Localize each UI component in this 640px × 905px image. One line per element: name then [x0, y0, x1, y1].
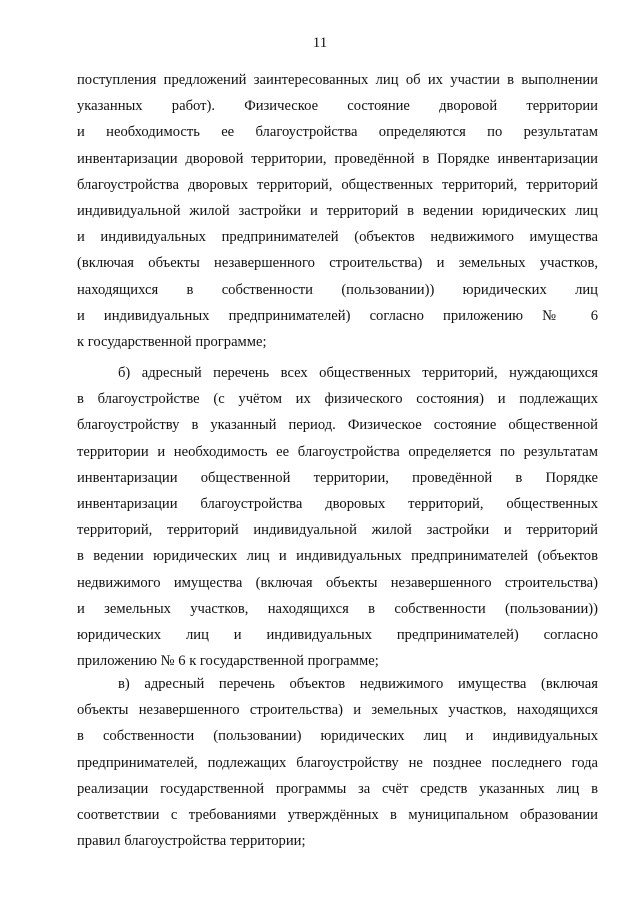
text-line: территории и необходимость ее благоустройства определяется по результатам [77, 443, 598, 460]
text-line: в) адресный перечень объектов недвижимого имущества (включая [118, 676, 598, 692]
paragraph-continuation [77, 67, 598, 355]
text-line: и необходимость ее благоустройства определяются по результатам [77, 124, 598, 141]
text-line: инвентаризации благоустройства дворовых территорий, общественных [77, 495, 598, 512]
text-line: поступления предложений заинтересованных лиц об их участии в выполнении [77, 72, 598, 88]
text-line: инвентаризации дворовой территории, проведённой в Порядке инвентаризации [77, 150, 598, 167]
text-line: благоустройству в указанный период. Физическое состояние общественной [77, 417, 598, 434]
text-line: приложению № 6 к государственной программе; [77, 653, 379, 670]
text-line: (включая объекты незавершенного строительства) и земельных участков, [77, 255, 598, 272]
page-number: 11 [312, 35, 328, 51]
text-line: реализации государственной программы за счёт средств указанных лиц в [77, 780, 598, 797]
text-line: территорий, территорий индивидуальной жилой застройки и территорий [77, 522, 598, 539]
text-line: правил благоустройства территории; [77, 833, 306, 850]
text-line: и земельных участков, находящихся в собственности (пользовании)) [77, 600, 598, 617]
text-line: в собственности (пользовании) юридических лиц и индивидуальных [77, 728, 598, 745]
text-line: б) адресный перечень всех общественных территорий, нуждающихся [118, 365, 598, 381]
text-line: благоустройства дворовых территорий, общественных территорий, территорий [77, 176, 598, 193]
text-line: недвижимого имущества (включая объекты незавершенного строительства) [77, 574, 598, 591]
text-line: и индивидуальных предпринимателей (объектов недвижимого имущества [77, 229, 598, 246]
text-line: и индивидуальных предпринимателей) согласно приложению № 6 [77, 307, 598, 324]
text-line: инвентаризации общественной территории, проведённой в Порядке [77, 469, 598, 486]
text-line: предпринимателей, подлежащих благоустройству не позднее последнего года [77, 754, 598, 771]
text-line: юридических лиц и индивидуальных предпринимателей) согласно [77, 626, 598, 643]
text-line: соответствии с требованиями утверждённых в муниципальном образовании [77, 806, 598, 823]
text-line: в благоустройстве (с учётом их физического состояния) и подлежащих [77, 391, 598, 408]
text-line: указанных работ). Физическое состояние дворовой территории [77, 98, 598, 115]
paragraph-item-v [77, 671, 598, 854]
text-line: индивидуальной жилой застройки и территорий в ведении юридических лиц [77, 202, 598, 219]
text-line: к государственной программе; [77, 333, 267, 350]
text-line: в ведении юридических лиц и индивидуальных предпринимателей (объектов [77, 548, 598, 565]
paragraph-item-b [77, 360, 598, 674]
text-line: находящихся в собственности (пользовании)) юридических лиц [77, 281, 598, 298]
text-line: объекты незавершенного строительства) и земельных участков, находящихся [77, 702, 598, 719]
